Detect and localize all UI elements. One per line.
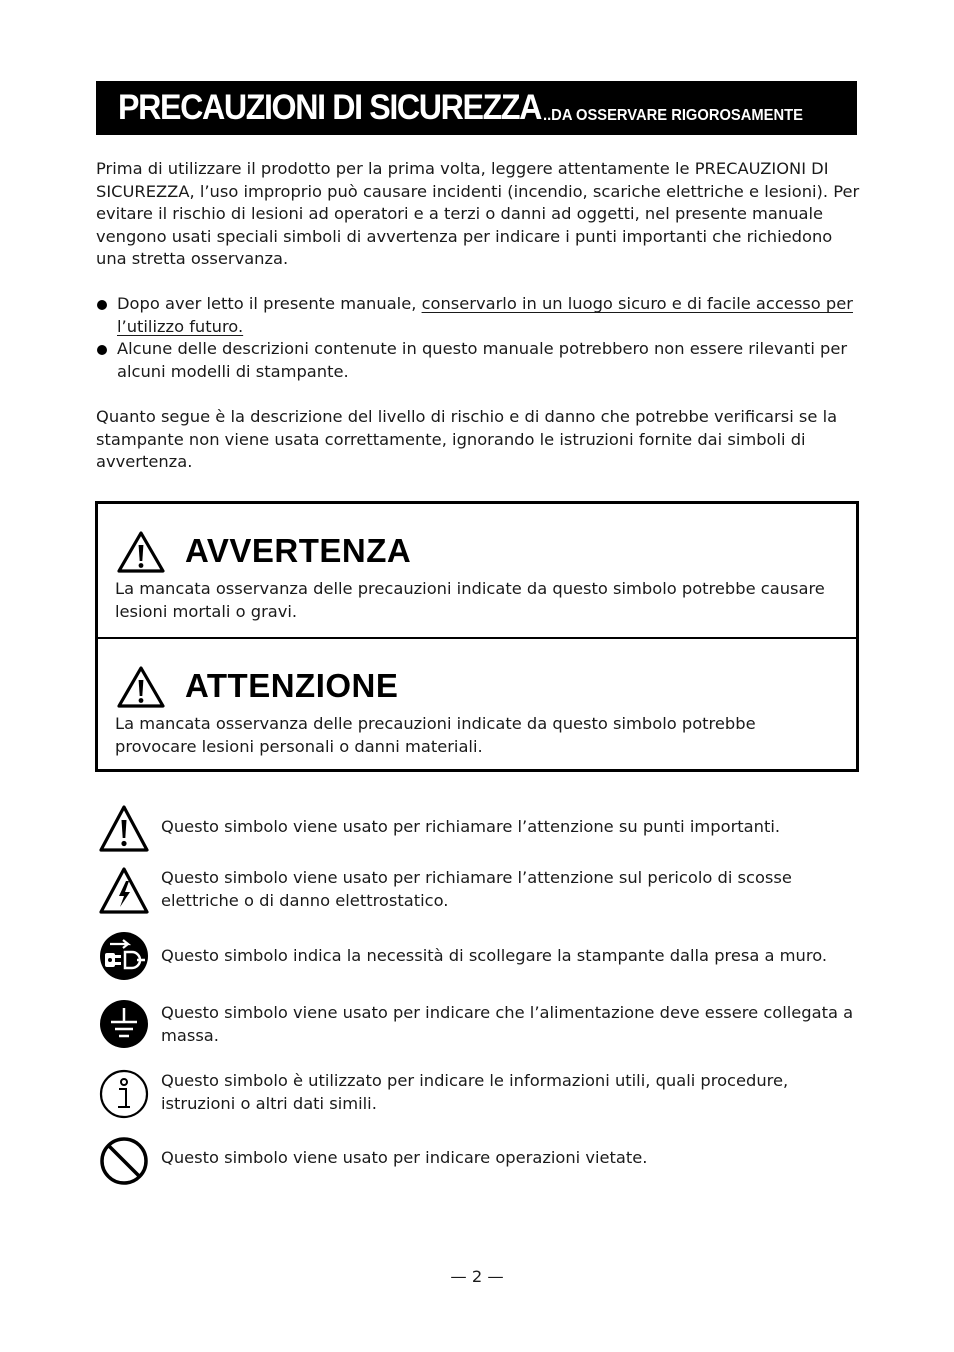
- bullet-underlined-text: conservarlo in un luogo sicuro e di facile accesso per l’utilizzo futuro.: [117, 294, 853, 336]
- warning-triangle-icon: [98, 803, 150, 855]
- bullet-text: Alcune delle descrizioni contenute in questo manuale potrebbero non essere rilevanti per alcuni modelli di stampante.: [117, 339, 848, 381]
- unplug-icon: [98, 930, 150, 982]
- symbol-description: Questo simbolo viene usato per indicare operazioni vietate.: [161, 1148, 648, 1167]
- page-title-bar: [96, 81, 857, 135]
- intro-paragraph: Prima di utilizzare il prodotto per la prima volta, leggere attentamente le PRECAUZIONI DI SICUREZZA, l’uso improprio può causare incidenti (incendio, scariche elettriche e lesioni). Per evitare il rischio di lesioni ad operatori e a terzi o danni ad oggetti, nel presente manuale vengono usati speciali simboli di avvertenza per indicare i punti importanti che richiedono una stretta osservanza.: [96, 159, 860, 269]
- symbol-description: Questo simbolo viene usato per richiamare l’attenzione su punti importanti.: [161, 817, 781, 836]
- warning-description: La mancata osservanza delle precauzioni indicate da questo simbolo potrebbe causare lesioni mortali o gravi.: [115, 579, 825, 621]
- page-title: PRECAUZIONI DI SICUREZZA: [118, 88, 542, 127]
- list-item: [96, 293, 866, 338]
- caution-description: La mancata osservanza delle precauzioni indicate da questo simbolo potrebbe provocare lesioni personali o danni materiali.: [115, 714, 756, 756]
- symbol-description: Questo simbolo è utilizzato per indicare le informazioni utili, quali procedure, istruzioni o altri dati simili.: [161, 1071, 789, 1113]
- page-number: — 2 —: [450, 1267, 504, 1286]
- intro-bullet-list: [96, 293, 866, 383]
- prohibited-icon: [98, 1135, 150, 1187]
- electric-shock-icon: [98, 865, 150, 917]
- page-subtitle: ..DA OSSERVARE RIGOROSAMENTE: [542, 107, 803, 124]
- ground-icon: [98, 998, 150, 1050]
- caution-heading: ATTENZIONE: [185, 667, 399, 704]
- warning-triangle-icon: [116, 530, 166, 574]
- bullet-text: Dopo aver letto il presente manuale,: [117, 294, 422, 313]
- caution-section: [98, 637, 856, 771]
- symbol-description: Questo simbolo viene usato per richiamare l’attenzione sul pericolo di scosse elettriche o di danno elettrostatico.: [161, 868, 792, 910]
- list-item: [96, 338, 866, 383]
- bullet-icon: [97, 345, 107, 355]
- warning-heading: AVVERTENZA: [185, 532, 412, 569]
- info-icon: [98, 1068, 150, 1120]
- symbol-description: Questo simbolo viene usato per indicare che l’alimentazione deve essere collegata a massa.: [161, 1003, 854, 1045]
- symbol-description: Questo simbolo indica la necessità di scollegare la stampante dalla presa a muro.: [161, 946, 828, 965]
- bullet-icon: [97, 300, 107, 310]
- warning-section: [98, 504, 856, 636]
- warning-levels-box: [95, 501, 859, 772]
- warning-triangle-icon: [116, 665, 166, 709]
- risk-description-paragraph: Quanto segue è la descrizione del livello di rischio e di danno che potrebbe verificarsi se la stampante non viene usata correttamente, ignorando le istruzioni fornite dai simboli di avvertenza.: [96, 407, 838, 472]
